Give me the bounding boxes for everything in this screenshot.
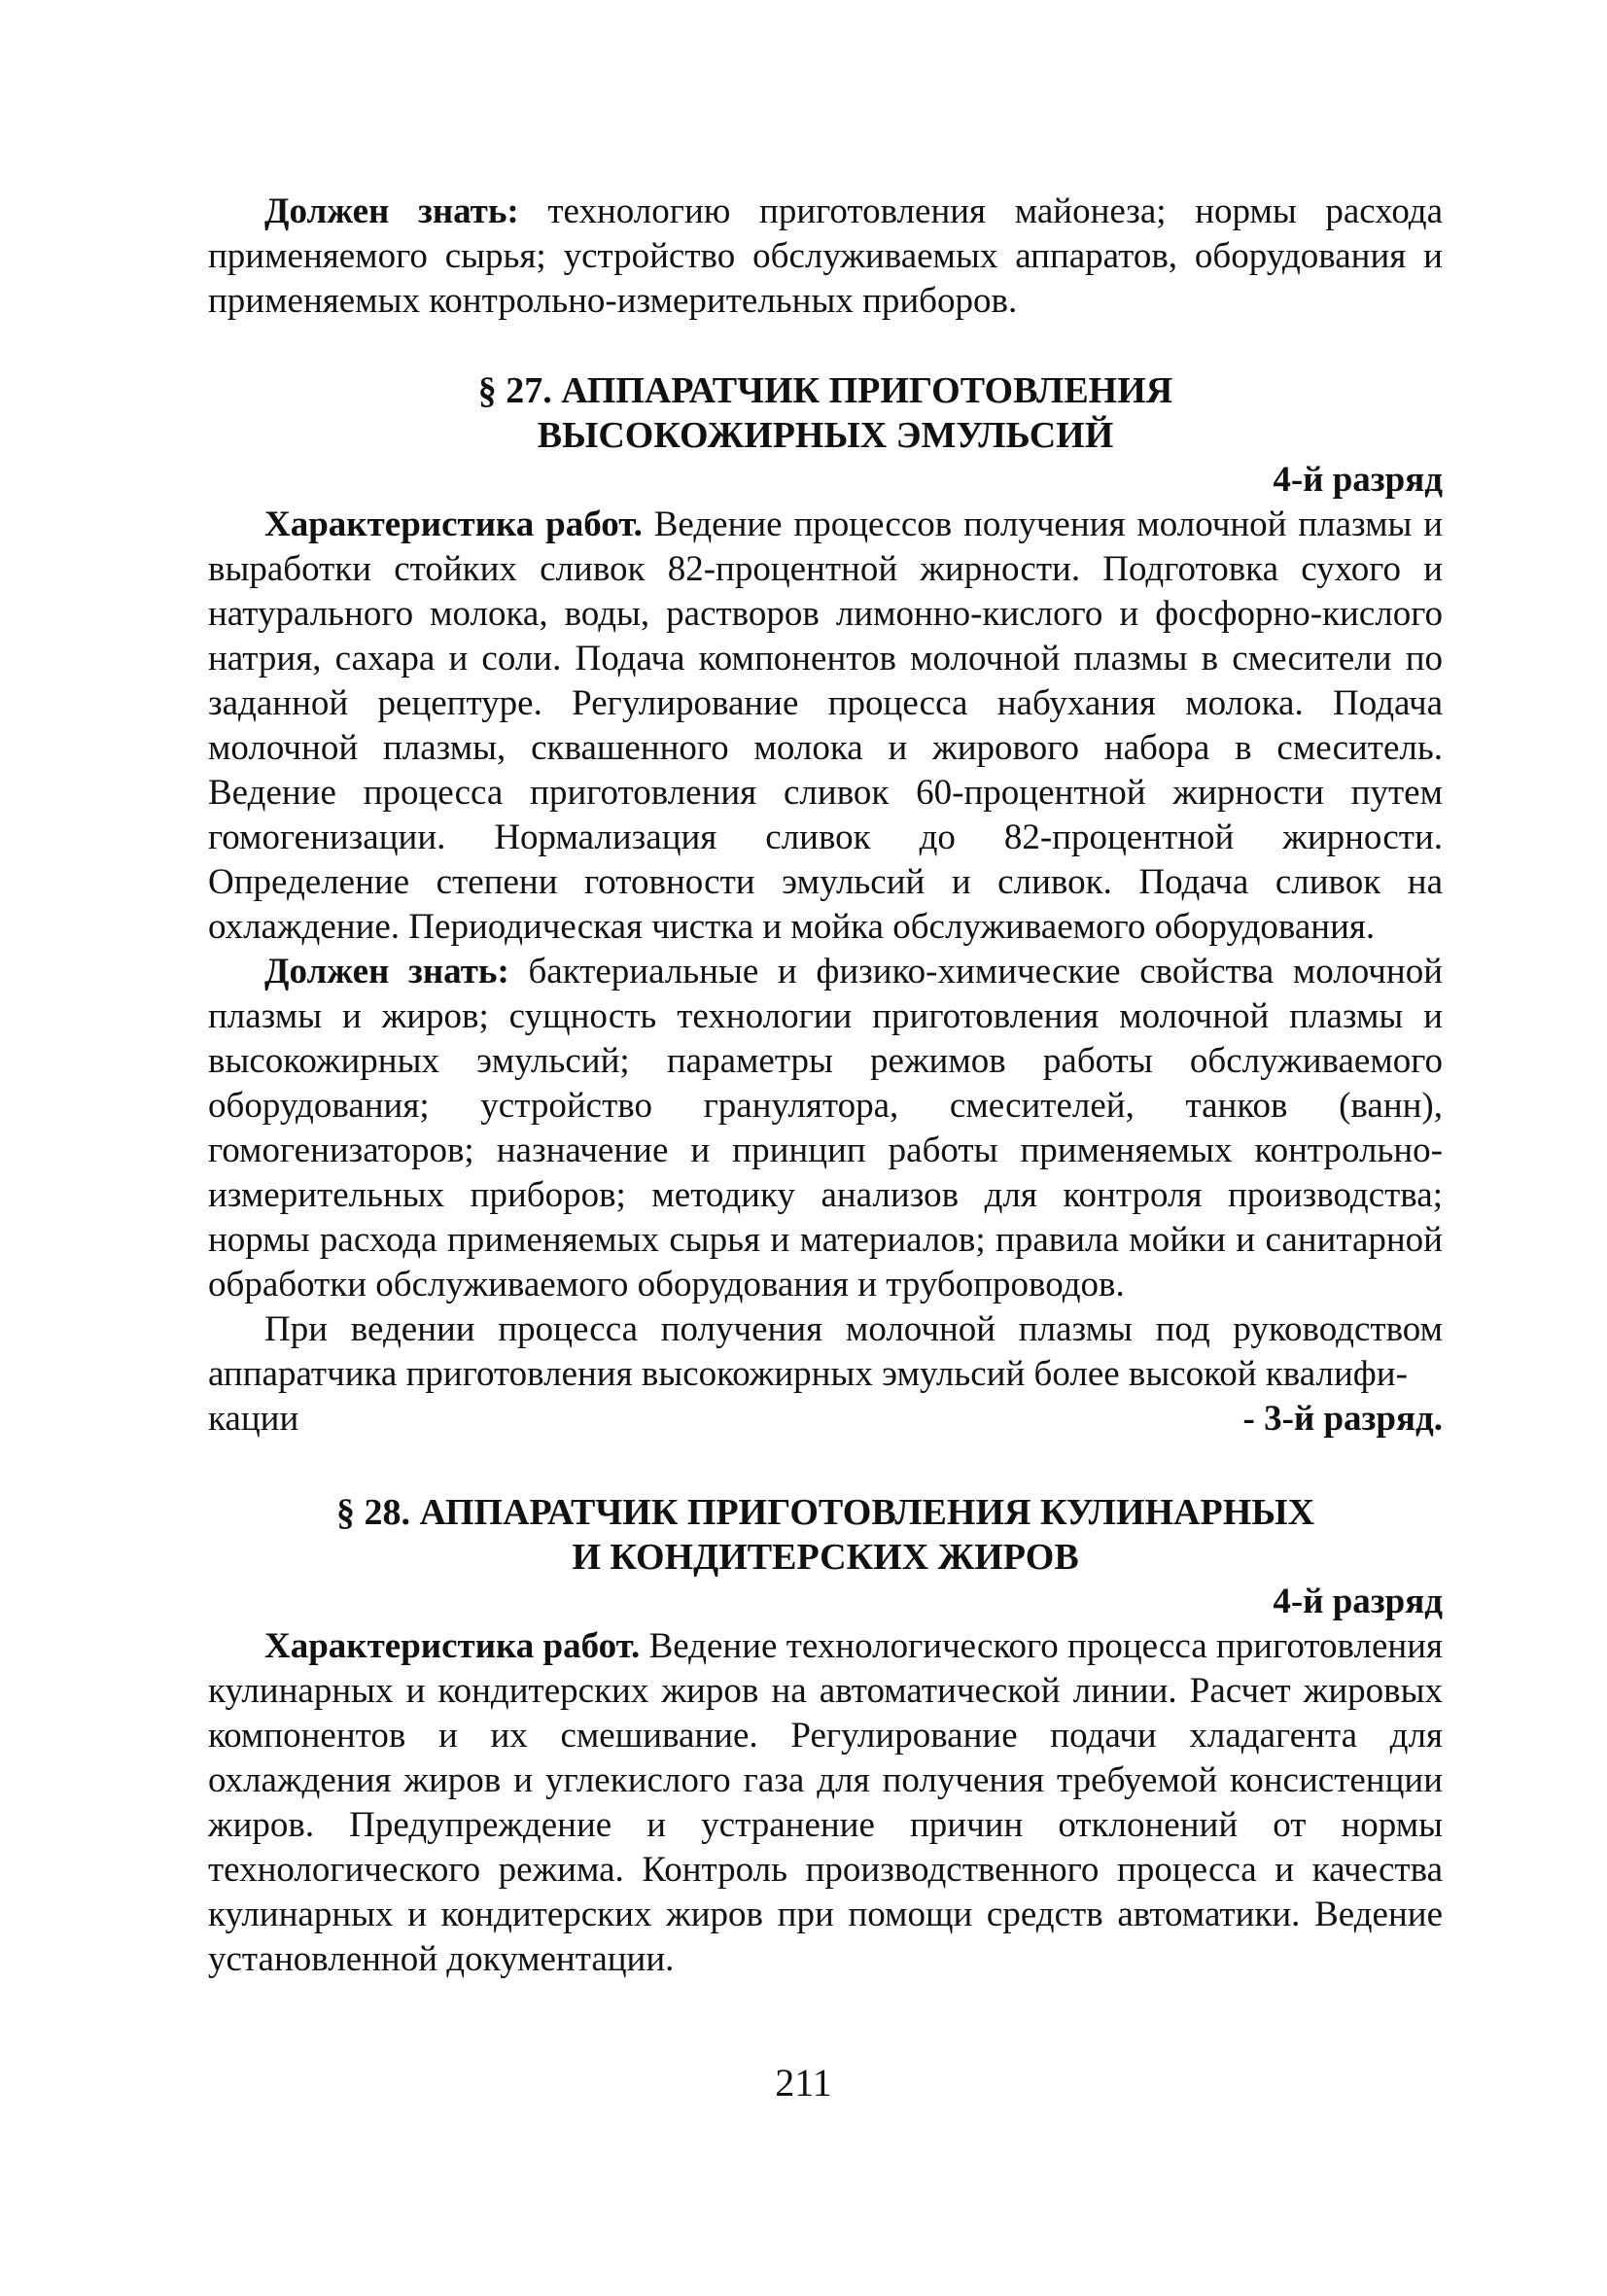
section-27-characteristics	[208, 503, 1443, 950]
section-28-title-line2: И КОНДИТЕРСКИХ ЖИРОВ	[572, 1537, 1079, 1578]
section-27	[208, 368, 1443, 1442]
section-28-char-label: Характеристика работ.	[264, 1626, 641, 1666]
section-28-char-text: Ведение технологического процесса приготовления кулинарных и кондитерских жиров на автоматической линии. Расчет жировых компонентов и их смешивание. Регулирование подачи хладагента для охлаждения жиров и углекислого газа для получения требуемой консистенции жиров. Предупреждение и устранение причин отклонений от нормы технологического режима. Контроль производственного процесса и качества кулинарных и кондитерских жиров при помощи средств автоматики. Ведение установленной документации.	[208, 1626, 1444, 1979]
section-27-char-text: Ведение процессов получения молочной плазмы и выработки стойких сливок 82-процентной жирности. Подготовка сухого и натурального молока, воды, растворов лимонно-кислого и фосфорно-кислого натрия, сахара и соли. Подача компонентов молочной плазмы в смесители по заданной рецептуре. Регулирование процесса набухания молока. Подача молочной плазмы, сквашенного молока и жирового набора в смеситель. Ведение процесса приготовления сливок 60-процентной жирности путем гомогенизации. Нормализация сливок до 82-процентной жирности. Определение степени готовности эмульсий и сливок. Подача сливок на охлаждение. Периодическая чистка и мойка обслуживаемого оборудования.	[208, 504, 1443, 947]
top-know-label: Должен знать:	[264, 191, 519, 231]
section-28-title	[208, 1490, 1443, 1580]
section-28	[208, 1490, 1443, 1982]
top-know-text: технологию приготовления майонеза; нормы расхода применяемого сырья; устройство обслуживаемых аппаратов, оборудования и применяемых контрольно-измерительных приборов.	[208, 191, 1444, 321]
section-27-note-grade: - 3-й разряд.	[1242, 1399, 1443, 1439]
page-number: 211	[775, 2061, 832, 2105]
section-27-title-line2: ВЫСОКОЖИРНЫХ ЭМУЛЬСИЙ	[537, 415, 1114, 456]
section-27-know-text: бактериальные и физико-химические свойства молочной плазмы и жиров; сущность технологии приготовления молочной плазмы и высокожирных эмульсий; параметры режимов работы обслуживаемого оборудования; устройство гранулятора, смесителей, танков (ванн), гомогенизаторов; назначение и принцип работы применяемых контрольно-измерительных приборов; методику анализов для контроля производства; нормы расхода применяемых сырья и материалов; правила мойки и санитарной обработки обслуживаемого оборудования и трубопроводов.	[208, 952, 1443, 1305]
section-27-char-label: Характеристика работ.	[264, 504, 643, 544]
section-27-knowledge	[208, 950, 1443, 1307]
section-28-characteristics	[208, 1624, 1443, 1982]
section-28-title-line1: § 28. АППАРАТЧИК ПРИГОТОВЛЕНИЯ КУЛИНАРНЫХ	[335, 1492, 1315, 1533]
section-27-note-final-line	[208, 1397, 1443, 1442]
section-27-note-text: При ведении процесса получения молочной плазмы под руководством аппаратчика приготовления высокожирных эмульсий более высокой квалифи-	[208, 1309, 1443, 1394]
section-27-note	[208, 1307, 1443, 1397]
section-27-title-line1: § 27. АППАРАТЧИК ПРИГОТОВЛЕНИЯ	[477, 370, 1173, 411]
section-28-grade: 4-й разряд	[1273, 1582, 1443, 1621]
top-know-paragraph	[208, 190, 1443, 324]
document-page	[208, 190, 1443, 1982]
section-27-note-last: кации	[208, 1399, 299, 1439]
section-27-know-label: Должен знать:	[264, 952, 509, 991]
section-27-title	[208, 368, 1443, 458]
section-27-grade: 4-й разряд	[1273, 460, 1443, 500]
